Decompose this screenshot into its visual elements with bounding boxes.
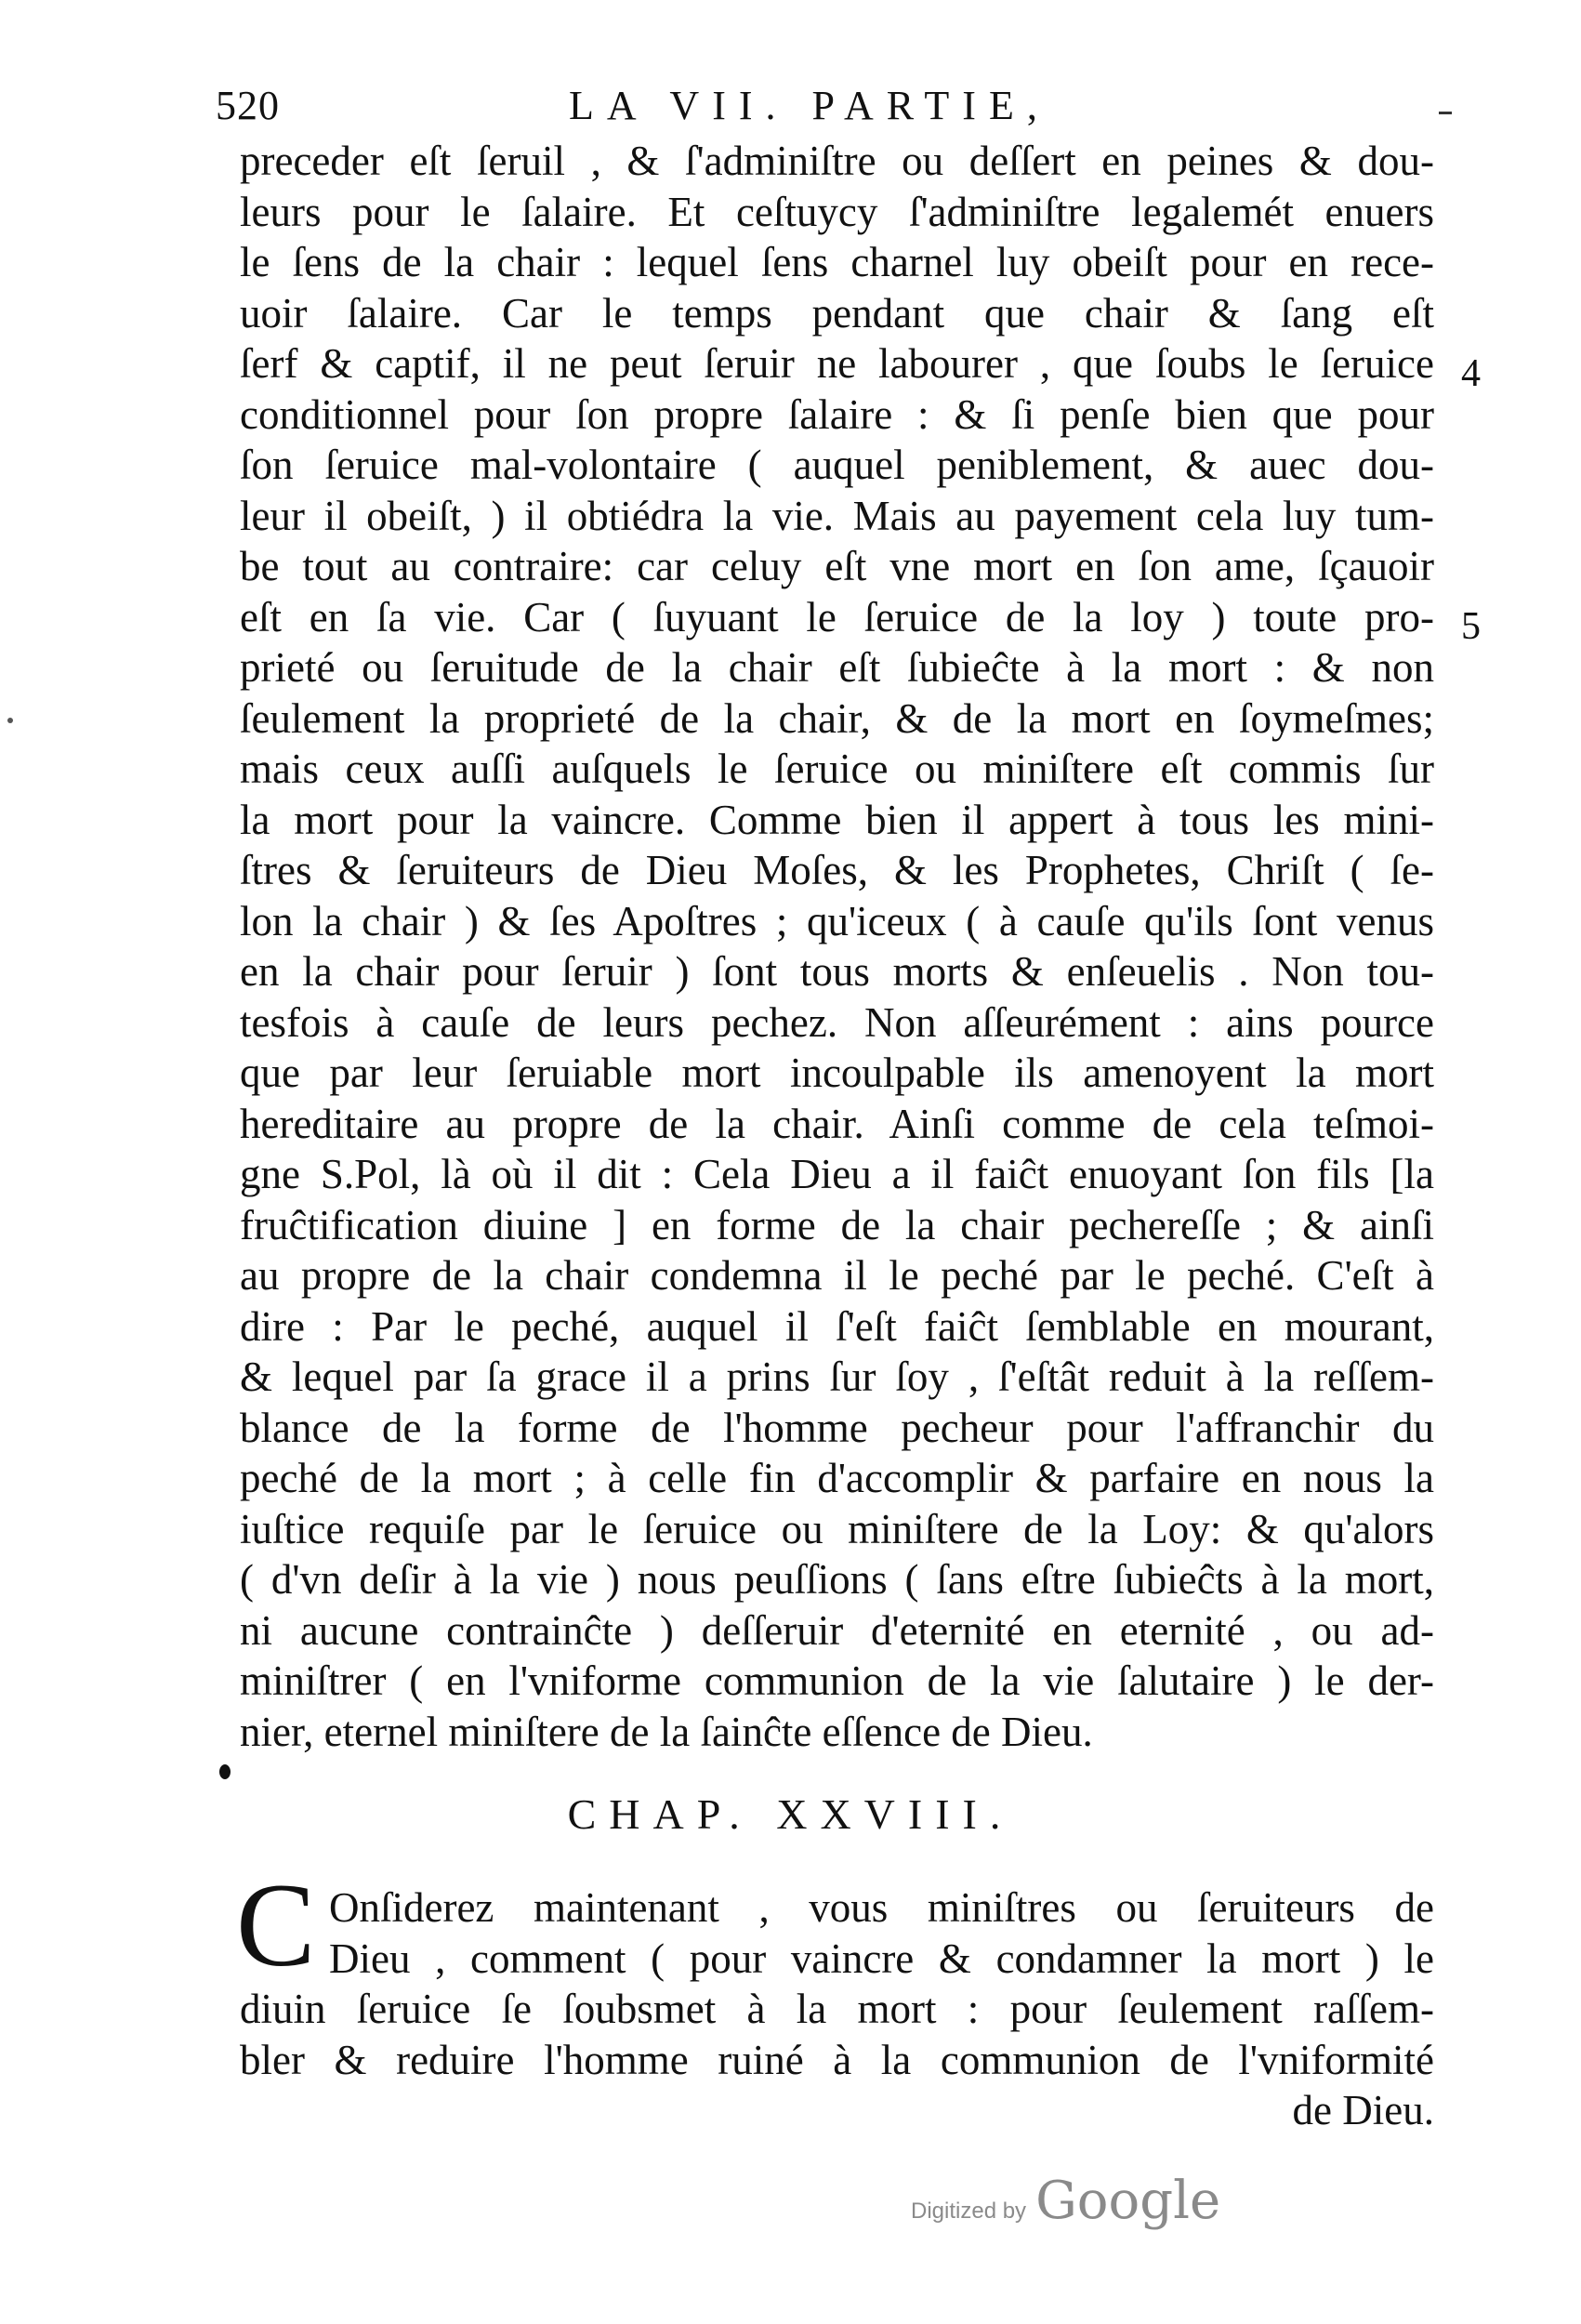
text-line: nier, eternel miniſtere de la ſainĉte eſſence de Dieu. [240, 1708, 1093, 1755]
text-line: gne S.Pol, là où il dit : Cela Dieu a il faiĉt enuoyant ſon fils [la [240, 1151, 1434, 1197]
print-mark [1439, 112, 1452, 114]
text-line: ni aucune contrainĉte ) deſſeruir d'eternité en eternité , ou ad- [240, 1606, 1434, 1654]
text-line: blance de la forme de l'homme pecheur pour l'affranchir du [240, 1404, 1434, 1451]
text-line: leurs pour le ſalaire. Et ceſtuycy ſ'adminiſtre legalemét enuers [240, 188, 1434, 235]
print-speck [7, 718, 13, 723]
text-line: ſeulement la proprieté de la chair, & de la mort en ſoymeſmes; [240, 694, 1434, 742]
chapter-heading: CHAP. XXVIII. [567, 1790, 1014, 1838]
running-title: LA VII. PARTIE, [569, 83, 1050, 128]
text-line: peché de la mort ; à celle fin d'accomplir & parfaire en nous la [240, 1455, 1434, 1501]
text-line: en la chair pour ſeruir ) ſont tous morts & enſeuelis . Non tou- [240, 948, 1434, 995]
watermark-prefix: Digitized by [911, 2199, 1027, 2224]
page-number: 520 [216, 83, 280, 128]
chapter-opening [236, 1859, 1434, 2136]
text-line: mais ceux auſſi auſquels le ſeruice ou miniſtere eſt commis ſur [240, 746, 1434, 792]
text-line: miniſtrer ( en l'vniforme communion de la vie ſalutaire ) le der- [240, 1657, 1434, 1704]
text-line: que par leur ſeruiable mort incoulpable ils amenoyent la mort [240, 1050, 1434, 1096]
text-line: la mort pour la vaincre. Comme bien il appert à tous les mini- [240, 796, 1434, 843]
text-line: & lequel par ſa grace il a prins ſur ſoy , ſ'eſtât reduit à la reſſem- [240, 1353, 1434, 1400]
body-text [240, 136, 1434, 1757]
ornament-dot [219, 1764, 231, 1779]
digitized-watermark [911, 2171, 1221, 2231]
text-line: tesfois à cauſe de leurs pechez. Non aſſeurément : ains pource [240, 998, 1434, 1046]
text-line: ſon ſeruice mal-volontaire ( auquel peniblement, & auec dou- [240, 442, 1434, 488]
text-line: eſt en ſa vie. Car ( ſuyuant le ſeruice de la loy ) toute pro- [240, 593, 1434, 640]
text-line: ( d'vn deſir à la vie ) nous peuſſions ( ſans eſtre ſubieĉts à la mort, [240, 1556, 1434, 1603]
text-line: be tout au contraire: car celuy eſt vne mort en ſon ame, ſçauoir [240, 543, 1434, 589]
running-head [216, 82, 1438, 138]
text-line: leur il obeiſt, ) il obtiédra la vie. Mais au payement cela luy tum- [240, 492, 1434, 539]
text-line: de Dieu. [1292, 2087, 1434, 2133]
google-logo: Google [1035, 2171, 1221, 2231]
text-line: hereditaire au propre de la chair. Ainſi comme de cela teſmoi- [240, 1100, 1434, 1147]
text-line: lon la chair ) & ſes Apoſtres ; qu'iceux ( à cauſe qu'ils ſont venus [240, 897, 1434, 944]
text-line: dire : Par le peché, auquel il ſ'eſt faiĉt ſemblable en mourant, [240, 1302, 1434, 1350]
text-line: preceder eſt ſeruil , & ſ'adminiſtre ou deſſert en peines & dou- [240, 138, 1434, 184]
text-line: ſtres & ſeruiteurs de Dieu Moſes, & les Prophetes, Chriſt ( ſe- [240, 847, 1434, 893]
text-line: ſerf & captif, il ne peut ſeruir ne labourer , que ſoubs le ſeruice [240, 340, 1434, 387]
text-line: diuin ſeruice ſe ſoubsmet à la mort : pour ſeulement raſſem- [240, 1986, 1434, 2032]
drop-cap: C [236, 1859, 316, 1991]
text-line: bler & reduire l'homme ruiné à la communion de l'vniformité [240, 2036, 1434, 2083]
margin-note-5: 5 [1461, 605, 1481, 648]
text-line: Dieu , comment ( pour vaincre & condamner la mort ) le [329, 1934, 1434, 1982]
text-line: iuſtice requiſe par le ſeruice ou miniſtere de la Loy: & qu'alors [240, 1505, 1434, 1552]
text-line: le ſens de la chair : lequel ſens charnel luy obeiſt pour en rece- [240, 239, 1434, 285]
text-line: prieté ou ſeruitude de la chair eſt ſubieĉte à la mort : & non [240, 644, 1434, 691]
text-line: conditionnel pour ſon propre ſalaire : & ſi penſe bien que pour [240, 390, 1434, 438]
margin-note-4: 4 [1461, 352, 1481, 395]
text-line: Onſiderez maintenant , vous miniſtres ou ſeruiteurs de [329, 1884, 1434, 1931]
text-line: uoir ſalaire. Car le temps pendant que chair & ſang eſt [240, 289, 1434, 337]
text-line: fruĉtification diuine ] en forme de la chair pechereſſe ; & ainſi [240, 1201, 1434, 1248]
text-line: au propre de la chair condemna il le peché par le peché. C'eſt à [240, 1252, 1434, 1299]
